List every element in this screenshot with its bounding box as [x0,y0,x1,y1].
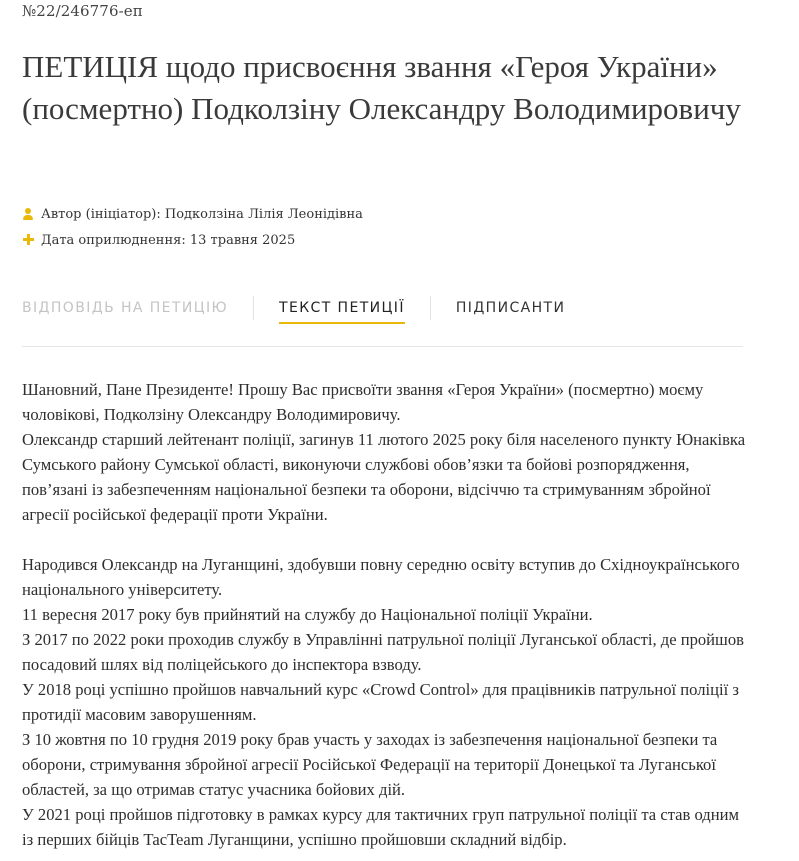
paragraph: 11 вересня 2017 року був прийнятий на службу до Національної поліції України. [22,605,593,624]
paragraph: Шановний, Пане Президенте! Прошу Вас присвоїти звання «Героя України» (посмертно) моєму чоловікові, Подколзіну Олександру Володимировичу. [22,380,704,424]
page-title: ПЕТИЦІЯ щодо присвоєння звання «Героя України» (посмертно) Подколзіну Олександру Володимировичу [22,49,741,126]
author-name: Подколзіна Лілія Леонідівна [164,206,363,222]
plus-icon [22,233,34,247]
paragraph: Народився Олександр на Луганщині, здобувши повну середню освіту вступив до Східноукраїнського національного університету. [22,555,740,599]
tab-divider [430,296,431,320]
paragraph-gap [22,527,752,552]
date-row [22,227,363,253]
tab-answer: ВІДПОВІДЬ НА ПЕТИЦІЮ [22,300,229,316]
tab-petition-text[interactable]: ТЕКСТ ПЕТИЦІЇ [279,292,405,324]
paragraph: З 10 жовтня по 10 грудня 2019 року брав участь у заходах із забезпечення національної безпеки та оборони, стримування збройної агресії Російської Федерації на території Донецької та Луганської областей, за що отримав статус учасника бойових дій. [22,730,718,799]
paragraph: З 2017 по 2022 роки проходив службу в Управлінні патрульної поліції Луганської області, де пройшов посадовий шлях від поліцейського до інспектора взводу. [22,630,744,674]
petition-tabs [22,292,743,347]
user-icon [22,207,34,221]
author-label: Автор (ініціатор): [41,206,161,222]
author-row [22,201,363,227]
petition-number: №22/246776-еп [22,2,143,20]
paragraph: Олександр старший лейтенант поліції, загинув 11 лютого 2025 року біля населеного пункту Юнаківка Сумського району Сумської області, виконуючи службові обов’язки та бойові розпорядження, пов’язані із забезпеченням національної безпеки та оборони, відсіччю та стримуванням збройної агресії російської федерації проти України. [22,430,746,524]
date-label: Дата оприлюднення: [41,232,186,248]
petition-text [22,377,752,852]
petition-meta [22,201,363,253]
tab-signatories[interactable]: ПІДПИСАНТИ [455,300,566,316]
paragraph: У 2018 році успішно пройшов навчальний курс «Crowd Control» для працівників патрульної поліції з протидії масовим заворушенням. [22,680,739,724]
date-value: 13 травня 2025 [189,232,296,248]
tab-divider [253,296,254,320]
paragraph: У 2021 році пройшов підготовку в рамках курсу для тактичних груп патрульної поліції та став одним із перших бійців TacTeam Луганщини, успішно пройшовши складний відбір. [22,805,740,849]
